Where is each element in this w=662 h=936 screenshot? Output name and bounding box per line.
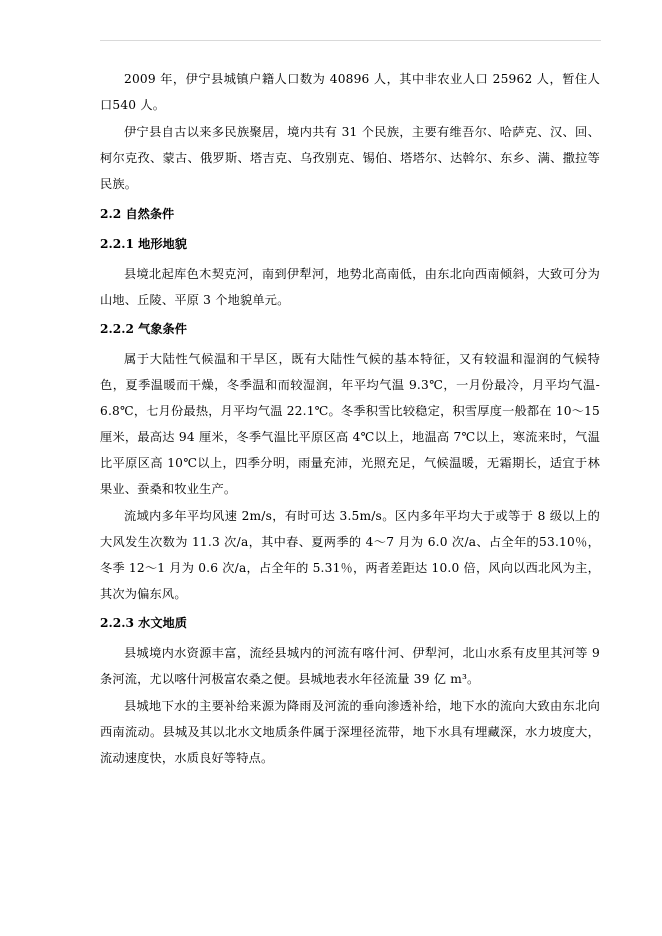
paragraph-surface-water: 县城境内水资源丰富，流经县城内的河流有喀什河、伊犁河，北山水系有皮里其河等 9 条河流，尤以喀什河极富农桑之便。县城地表水年径流量 39 亿 m³。 (100, 646, 600, 686)
subsection-heading-climate: 2.2.2 气象条件 (100, 322, 187, 336)
header-divider (100, 40, 601, 41)
paragraph-terrain: 县境北起库色木契克河，南到伊犁河，地势北高南低，由东北向西南倾斜，大致可分为山地、丘陵、平原 3 个地貌单元。 (100, 267, 600, 307)
paragraph-population: 2009 年，伊宁县城镇户籍人口数为 40896 人，其中非农业人口 25962 人，暂住人口540 人。 (100, 72, 600, 112)
paragraph-ethnic-groups: 伊宁县自古以来多民族聚居，境内共有 31 个民族，主要有维吾尔、哈萨克、汉、回、柯尔克孜、蒙古、俄罗斯、塔吉克、乌孜别克、锡伯、塔塔尔、达斡尔、东乡、满、撒拉等民族。 (100, 125, 600, 191)
subsection-heading-terrain: 2.2.1 地形地貌 (100, 237, 187, 251)
paragraph-climate: 属于大陆性气候温和干旱区，既有大陆性气候的基本特征，又有较温和湿润的气候特色，夏季温暖而干燥，冬季温和而较湿润，年平均气温 9.3℃，一月份最冷，月平均气温-6.8℃，七月份最热，月平均气温 22.1℃。冬季积雪比较稳定，积雪厚度一般都在 10～15 厘米，最高达 94 厘米，冬季气温比平原区高 4℃以上，地温高 7℃以上，寒流来时，气温比平原区高 10℃以上，四季分明，雨量充沛，光照充足，气候温暖，无霜期长，适宜于林果业、蚕桑和牧业生产。 (100, 352, 600, 496)
paragraph-wind: 流域内多年平均风速 2m/s，有时可达 3.5m/s。区内多年平均大于或等于 8 级以上的大风发生次数为 11.3 次/a，其中春、夏两季的 4～7 月为 6.0 次/a、占全年的53.10％，冬季 12～1 月为 0.6 次/a，占全年的 5.31％，两者差距达 10.0 倍，风向以西北风为主，其次为偏东风。 (100, 509, 600, 601)
paragraph-groundwater: 县城地下水的主要补给来源为降雨及河流的垂向渗透补给，地下水的流向大致由东北向西南流动。县城及其以北水文地质条件属于深埋径流带，地下水具有埋藏深，水力坡度大，流动速度快，水质良好等特点。 (100, 699, 600, 765)
document-body (100, 66, 600, 772)
subsection-heading-hydrogeology: 2.2.3 水文地质 (100, 616, 187, 630)
section-heading-natural-conditions: 2.2 自然条件 (100, 207, 175, 221)
